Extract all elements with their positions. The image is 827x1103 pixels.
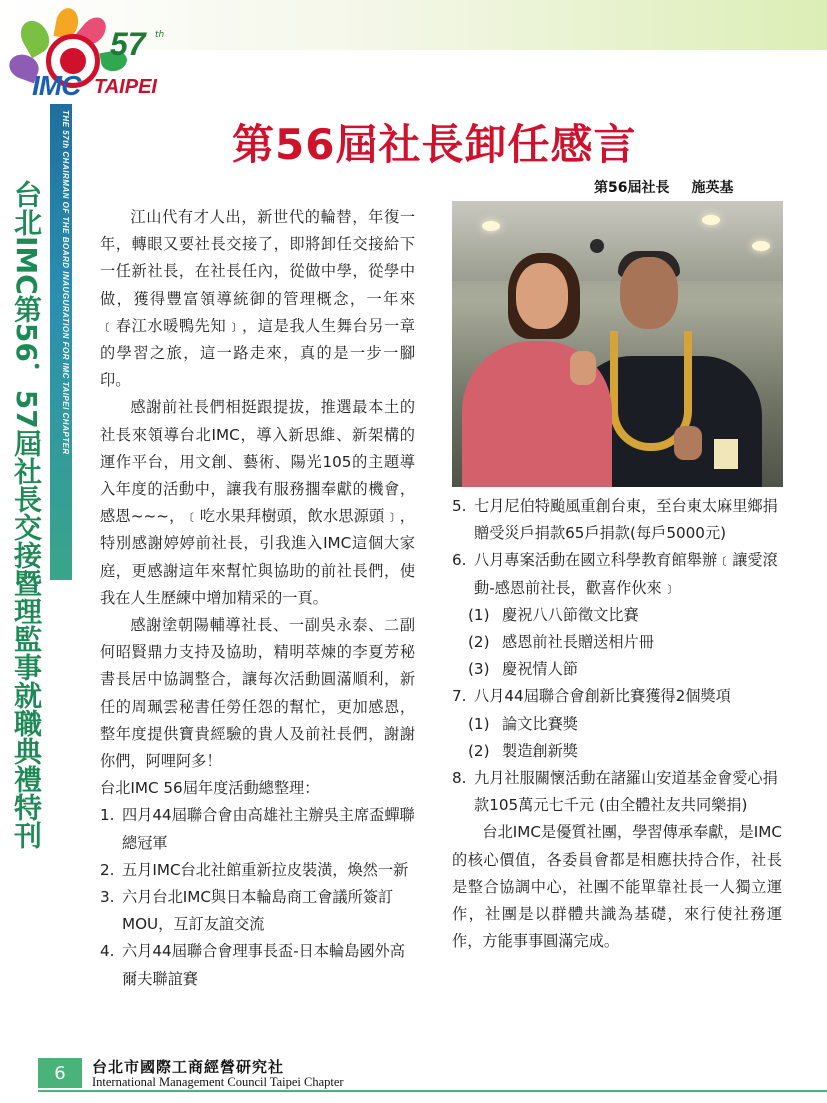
left-column xyxy=(100,204,415,993)
footer-org-chinese: 台北市國際工商經營研究社 xyxy=(92,1058,285,1076)
side-english-caption: THE 57th CHAIRMAN OF THE BOARD INAUGURATION FOR IMC TAIPEI CHAPTER xyxy=(61,110,70,455)
byline-name: 施英基 xyxy=(691,180,734,196)
byline xyxy=(594,177,733,197)
paragraph: 感謝前社長們相挺跟提拔，推選最本土的社長來領導台北IMC，導入新思維、新架構的運作平台，用文創、藝術、陽光105的主題導入年度的活動中，讓我有服務擱奉獻的機會，感恩~~~，﹝吃水果拜樹頭，飲水思源頭﹞，特別感謝婷婷前社長，引我進入IMC這個大家庭，更感謝這年來幫忙與協助的前社長們，使我在人生歷練中增加精采的一頁。 xyxy=(100,398,415,607)
security-camera-icon xyxy=(590,239,604,253)
footer-divider xyxy=(38,1090,827,1092)
paragraph: 台北IMC是優質社團，學習傳承奉獻，是IMC的核心價值，各委員會都是相應扶持合作，社長是整合協調中心，社團不能單靠社長一人獨立運作，社團是以群體共識為基礎，來行使社務運作，方能事事圓滿完成。 xyxy=(452,823,782,951)
imc-57th-logo xyxy=(4,8,174,103)
logo-ordinal: th xyxy=(155,30,165,40)
sub-list-item: (2) 感恩前社長贈送相片冊 xyxy=(468,633,654,652)
logo-number: 57 xyxy=(110,26,146,62)
sub-list-item: (2) 製造創新獎 xyxy=(468,741,578,760)
intro-paragraphs xyxy=(100,204,415,775)
list-item: 4. 六月44屆聯合會理事長盃-日本輪島國外高爾夫聯誼賽 xyxy=(100,942,405,988)
page-number: 6 xyxy=(54,1063,66,1084)
list-item: 3. 六月台北IMC與日本輪島商工會議所簽訂MOU，互訂友誼交流 xyxy=(100,888,394,934)
list-item: 1. 四月44屆聯合會由高雄社主辦吳主席盃蟬聯總冠軍 xyxy=(100,806,415,852)
list-item: 5. 七月尼伯特颱風重創台東，至台東太麻里鄉捐贈受災戶捐款65戶捐款(每戶5000元) xyxy=(452,497,778,543)
sub-list-item: (3) 慶祝情人節 xyxy=(468,660,578,679)
paragraph: 江山代有才人出，新世代的輪替，年復一年，轉眼又要社長交接了，即將卸任交接給下一任新社長，在社長任內，從做中學，從學中做，獲得豐富領導統御的管理概念，一年來﹝春江水暖鴨先知﹞，這是我人生舞台另一章的學習之旅，這一路走來，真的是一步一腳印。 xyxy=(100,208,415,390)
summary-heading: 台北IMC 56屆年度活動總整理： xyxy=(100,779,320,798)
list-item: 8. 九月社服關懷活動在諸羅山安道基金會愛心捐款105萬元七千元 (由全體社友共同樂捐) xyxy=(452,769,778,815)
list-item: 2. 五月IMC台北社館重新拉皮裝潢，煥然一新 xyxy=(100,860,409,879)
right-column xyxy=(452,493,782,955)
list-item: 7. 八月44屆聯合會創新比賽獲得2個獎項 xyxy=(452,687,731,706)
article-title: 第56屆社長卸任感言 xyxy=(232,120,637,169)
sub-list-item: (1) 慶祝八八節徵文比賽 xyxy=(468,605,639,624)
list-item: 6. 八月專案活動在國立科學教育館舉辦﹝讓愛滾動-感恩前社長，歡喜作伙來﹞ xyxy=(452,551,778,597)
footer-org-english: International Management Council Taipei Chapter xyxy=(92,1075,344,1089)
side-chinese-title: 台北IMC第56．57屆社長交接暨理監事就職典禮特刊 xyxy=(10,180,43,849)
closing-paragraph xyxy=(452,819,782,955)
paragraph: 感謝塗朝陽輔導社長、一副吳永泰、二副何昭賢鼎力支持及協助，精明萃煉的李夏芳秘書長居中協調整合，讓每次活動圓滿順利，新任的周珮雲秘書任勞任怨的幫忙，更加感恩，整年度提供寶貴經驗的貴人及前社長們，謝謝你們，阿哩阿多！ xyxy=(100,616,415,771)
couple-photo xyxy=(452,201,783,487)
sub-list-item: (1) 論文比賽獎 xyxy=(468,714,578,733)
logo-brand: IMC xyxy=(32,70,81,101)
byline-role: 第56屆社長 xyxy=(594,180,670,196)
logo-city: TAIPEI xyxy=(94,76,157,98)
